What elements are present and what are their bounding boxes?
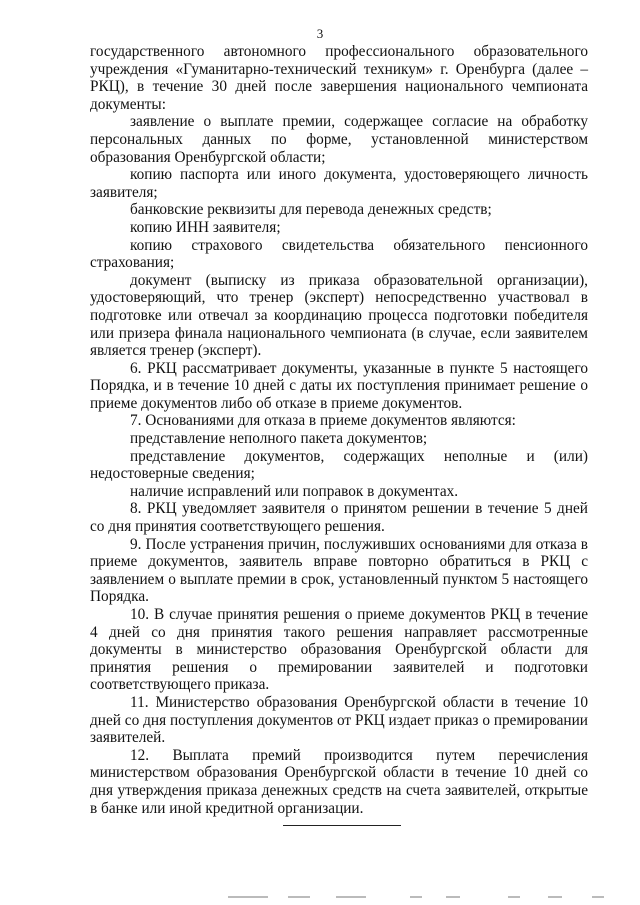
list-item-application: заявление о выплате премии, содержащее согласие на обработку персональных данных по форме, установленной министерством образования Оренбургской области;	[90, 113, 588, 166]
list-item-bank-details: банковские реквизиты для перевода денежных средств;	[130, 201, 492, 219]
list-item-inn: копию ИНН заявителя;	[130, 218, 281, 236]
list-item-pension-certificate: копию страхового свидетельства обязательного пенсионного страхования;	[90, 236, 588, 272]
paragraph-7: 7. Основаниями для отказа в приеме документов являются:	[130, 412, 516, 430]
list-item-passport: копию паспорта или иного документа, удостоверяющего личность заявителя;	[90, 166, 588, 201]
paragraph-9: 9. После устранения причин, послуживших основаниями для отказа в приеме документов, заявитель вправе повторно обратиться в РКЦ с заявлением о выплате премии в срок, установленный пунктом 5 настоящего Порядка.	[90, 535, 588, 606]
page-number: 3	[316, 26, 324, 41]
footer-scan-marks	[0, 896, 640, 902]
list-item-corrections: наличие исправлений или поправок в документах.	[130, 482, 459, 500]
list-item-incomplete-info: представление документов, содержащих неполные и (или) недостоверные сведения;	[90, 447, 588, 483]
end-separator-line	[283, 825, 401, 826]
paragraph-11: 11. Министерство образования Оренбургской области в течение 10 дней со дня поступления документов от РКЦ издает приказ о премировании заявителей.	[90, 693, 588, 747]
list-item-incomplete-package: представление неполного пакета документов;	[130, 430, 428, 448]
paragraph-10: 10. В случае принятия решения о приеме документов РКЦ в течение 4 дней со дня принятия такого решения направляет рассмотренные документы в министерство образования Оренбургской области для принятия решения о премировании заявителей и подготовки соответствующего приказа.	[90, 606, 588, 694]
paragraph-8: 8. РКЦ уведомляет заявителя о принятом решении в течение 5 дней со дня принятия соответствующего решения.	[90, 500, 588, 536]
paragraph-6: 6. РКЦ рассматривает документы, указанные в пункте 5 настоящего Порядка, и в течение 10 дней с даты их поступления принимает решение о приеме документов либо об отказе в приеме документов.	[90, 359, 588, 412]
document-body	[90, 43, 588, 817]
paragraph-intro-continuation: государственного автономного профессионального образовательного учреждения «Гуманитарно-технический техникум» г. Оренбурга (далее – РКЦ), в течение 30 дней после завершения национального чемпионата документы:	[90, 43, 588, 113]
list-item-coach-document: документ (выписку из приказа образовательной организации), удостоверяющий, что тренер (эксперт) непосредственно участвовал в подготовке или отвечал за координацию процесса подготовки победителя или призера финала национального чемпионата (в случае, если заявителем является тренер (эксперт).	[90, 271, 588, 360]
paragraph-12: 12. Выплата премий производится путем перечисления министерством образования Оренбургской области в течение 10 дней со дня утверждения приказа денежных средств на счета заявителей, открытые в банке или иной кредитной организации.	[90, 746, 588, 817]
